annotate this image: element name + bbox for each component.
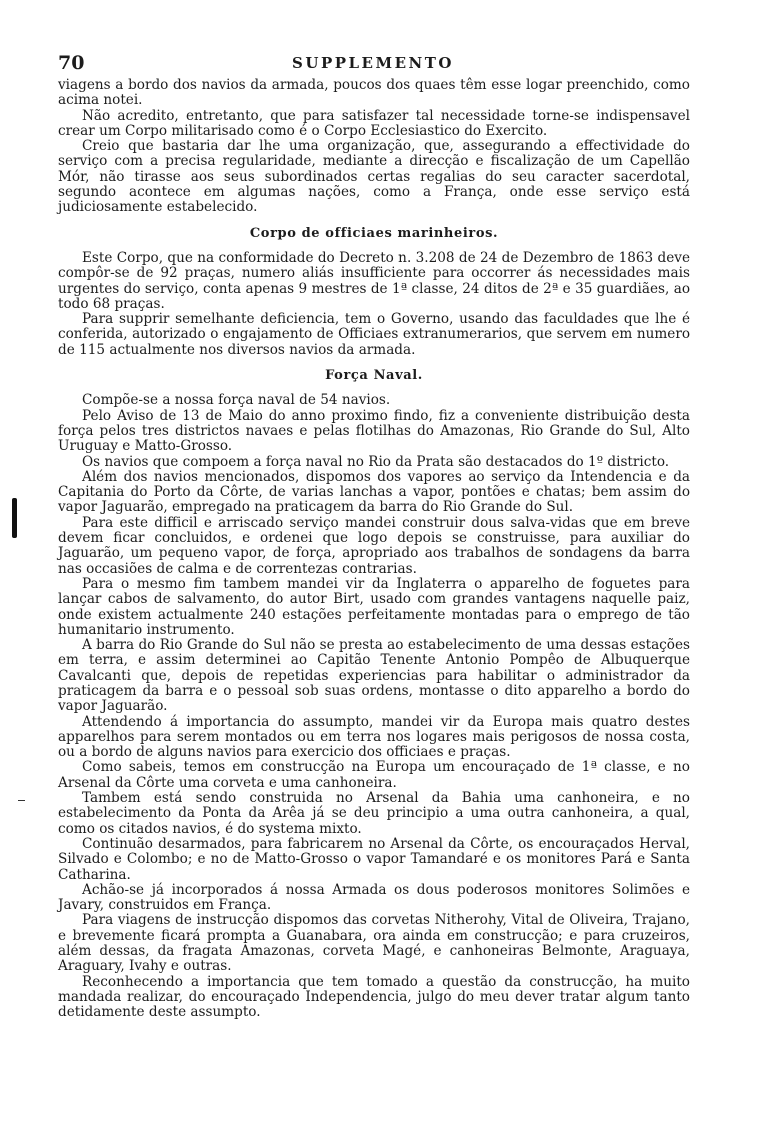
paragraph: viagens a bordo dos navios da armada, poucos dos quaes têm esse logar preenchido, como acima notei. (58, 77, 690, 109)
section-heading: Força Naval. (325, 368, 423, 384)
paragraph: Reconhecendo a importancia que tem tomado a questão da construcção, ha muito mandada realizar, do encouraçado Independencia, julgo do meu dever tratar algum tanto detidamente deste assumpto. (58, 973, 690, 1021)
paragraph: Como sabeis, temos em construcção na Europa um encouraçado de 1ª classe, e no Arsenal da Côrte uma corveta e uma canhoneira. (58, 759, 690, 791)
paragraph: Para viagens de instrucção dispomos das corvetas Nitherohy, Vital de Oliveira, Trajano, e brevemente ficará prompta a Guanabara, ora ainda em construcção; e para cruzeiros, além dessas, da fragata Amazonas, corveta Magé, e canhoneiras Belmonte, Araguaya, Araguary, Ivahy e outras. (58, 912, 690, 975)
paragraph: Para o mesmo fim tambem mandei vir da Inglaterra o apparelho de foguetes para lançar cabos de salvamento, do autor Birt, usado com grandes vantagens naquelle paiz, onde existem actualmente 240 estações perfeitamente montadas para o emprego de tão humanitario instrumento. (58, 575, 690, 638)
paragraph: Tambem está sendo construida no Arsenal da Bahia uma canhoneira, e no estabelecimento da Ponta da Arêa já se deu principio a uma outra canhoneira, a qual, como os citados navios, é do systema mixto. (58, 790, 690, 837)
margin-tick (18, 800, 25, 801)
body-text (58, 78, 690, 1021)
margin-mark (12, 498, 17, 538)
paragraph: Além dos navios mencionados, dispomos dos vapores ao serviço da Intendencia e da Capitania do Porto da Côrte, de varias lanchas a vapor, pontões e chatas; bem assim do vapor Jaguarão, empregado na praticagem da barra do Rio Grande do Sul. (58, 468, 690, 516)
paragraph: A barra do Rio Grande do Sul não se presta ao estabelecimento de uma dessas estações em terra, e assim determinei ao Capitão Tenente Antonio Pompêo de Albuquerque Cavalcanti que, depois de repetidas experiencias para habilitar o administrador da praticagem da barra e o pessoal sob suas ordens, montasse o dito apparelho a bordo do vapor Jaguarão. (58, 637, 690, 715)
section-heading: Corpo de officiaes marinheiros. (249, 225, 499, 241)
page-number: 70 (58, 52, 85, 74)
paragraph: Creio que bastaria dar lhe uma organização, que, assegurando a effectividade do serviço com a precisa regularidade, mediante a direcção e fiscalização de um Capellão Mór, não tirasse aos seus subordinados certas regalias do seu caracter sacerdotal, segundo acontece em algumas nações, como a França, onde esse serviço está judiciosamente estabelecido. (58, 138, 690, 216)
paragraph: Continuão desarmados, para fabricarem no Arsenal da Côrte, os encouraçados Herval, Silvado e Colombo; e no de Matto-Grosso o vapor Tamandaré e os monitores Pará e Santa Catharina. (58, 835, 690, 883)
paragraph: Para supprir semelhante deficiencia, tem o Governo, usando das faculdades que lhe é conferida, autorizado o engajamento de Officiaes extranumerarios, que servem em numero de 115 actualmente nos diversos navios da armada. (58, 311, 690, 358)
page-header (58, 52, 688, 74)
paragraph: Para este difficil e arriscado serviço mandei construir dous salva-vidas que em breve devem ficar concluidos, e ordenei que logo depois se construisse, para auxiliar do Jaguarão, um pequeno vapor, de força, apropriado aos trabalhos de sondagens da barra nas occasiões de calma e de correntezas contrarias. (58, 514, 690, 577)
paragraph: Compõe-se a nossa força naval de 54 navios. (82, 392, 391, 409)
paragraph: Attendendo á importancia do assumpto, mandei vir da Europa mais quatro destes apparelhos para serem montados ou em terra nos logares mais perigosos de nossa costa, ou a bordo de alguns navios para exercicio dos officiaes e praças. (58, 713, 690, 761)
paragraph: Pelo Aviso de 13 de Maio do anno proximo findo, fiz a conveniente distribuição desta força pelos tres districtos navaes e pelas flotilhas do Amazonas, Rio Grande do Sul, Alto Uruguay e Matto-Grosso. (58, 407, 690, 455)
running-title: SUPPLEMENTO (292, 54, 454, 72)
paragraph: Os navios que compoem a força naval no Rio da Prata são destacados do 1º districto. (82, 453, 670, 470)
paragraph: Achão-se já incorporados á nossa Armada os dous poderosos monitores Solimões e Javary, construidos em França. (58, 881, 690, 914)
paragraph: Não acredito, entretanto, que para satisfazer tal necessidade torne-se indispensavel crear um Corpo militarisado como é o Corpo Ecclesiastico do Exercito. (58, 107, 690, 139)
paragraph: Este Corpo, que na conformidade do Decreto n. 3.208 de 24 de Dezembro de 1863 deve compôr-se de 92 praças, numero aliás insufficiente para occorrer ás necessidades mais urgentes do serviço, conta apenas 9 mestres de 1ª classe, 24 ditos de 2ª e 35 guardiães, ao todo 68 praças. (58, 249, 690, 312)
